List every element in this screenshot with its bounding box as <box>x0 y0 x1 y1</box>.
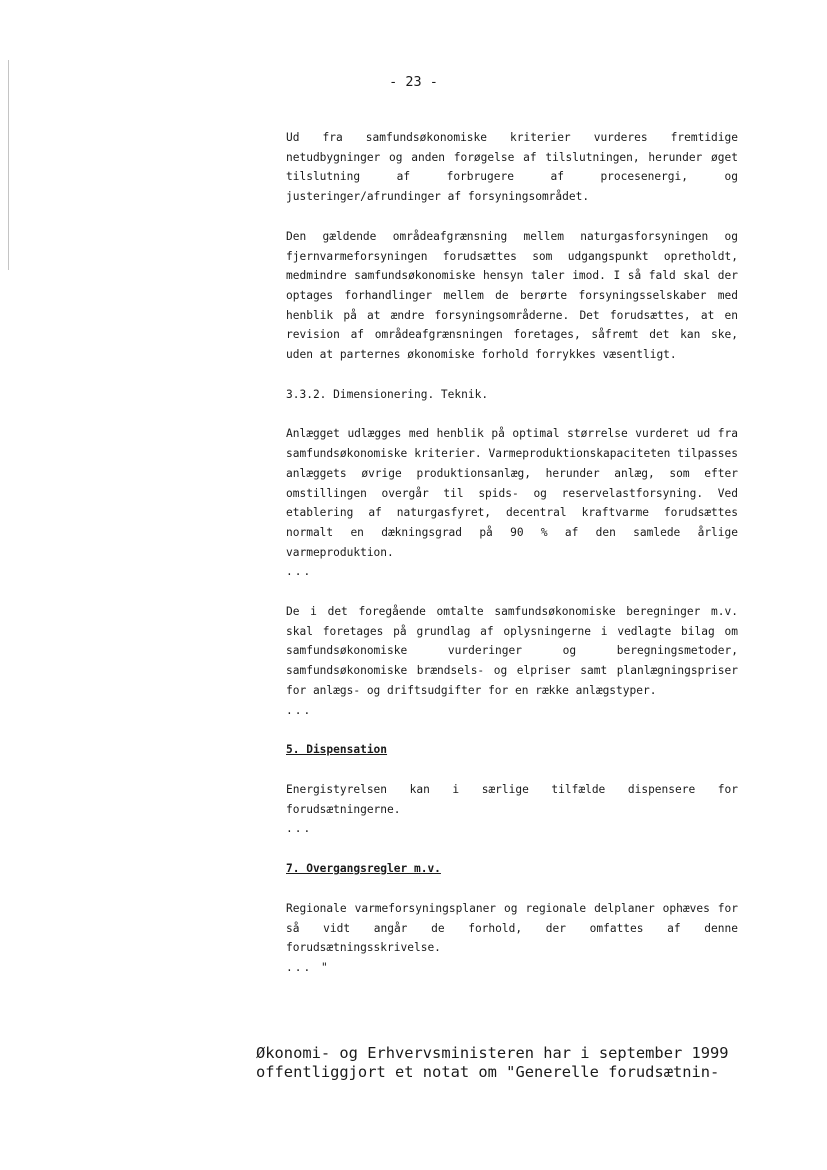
ellipsis: ... <box>286 822 313 836</box>
paragraph: Regionale varmeforsyningsplaner og regionale delplaner ophæves for så vidt angår de forhold, der omfattes af denne forudsætningsskrivelse. <box>286 901 738 955</box>
paragraph: Anlægget udlægges med henblik på optimal størrelse vurderet ud fra samfundsøkonomiske kriterier. Varmeproduktionskapaciteten tilpasses anlæggets øvrige produktionsanlæg, herunder anlæg, som efter omstillingen overgår til spids- og reservelastforsyning. Ved etablering af naturgasfyret, decentral kraftvarme forudsættes normalt en dækningsgrad på 90 % af den samlede årlige varmeproduktion. <box>286 427 738 559</box>
body-line: Økonomi- og Erhvervsministeren har i september 1999 <box>256 1044 729 1062</box>
scan-edge-line <box>8 60 9 270</box>
ellipsis: ... <box>286 703 313 717</box>
section-heading-dispensation: 5. Dispensation <box>286 743 388 757</box>
paragraph: Den gældende områdeafgrænsning mellem naturgasforsyningen og fjernvarmeforsyningen forudsættes som udgangspunkt opretholdt, medmindre samfundsøkonomiske hensyn taler imod. I så fald skal der optages forhandlinger mellem de berørte forsyningsselskaber med henblik på at ændre forsyningsområderne. Det forudsættes, at en revision af områdeafgrænsningen foretages, såfremt det kan ske, uden at parternes økonomiske forhold forrykkes væsentligt. <box>286 229 738 362</box>
ellipsis: ... " <box>286 960 330 974</box>
page-number: - 23 - <box>389 74 438 90</box>
paragraph: De i det foregående omtalte samfundsøkonomiske beregninger m.v. skal foretages på grundlag af oplysningerne i vedlagte bilag om samfundsøkonomiske vurderinger og beregningsmetoder, samfundsøkonomiske brændsels- og elpriser samt planlægningspriser for anlægs- og driftsudgifter for en række anlægstyper. <box>286 605 738 697</box>
quoted-section <box>286 128 738 998</box>
body-text <box>256 1044 776 1082</box>
paragraph: Ud fra samfundsøkonomiske kriterier vurderes fremtidige netudbygninger og anden forøgelse af tilslutningen, herunder øget tilslutning af forbrugere af procesenergi, og justeringer/afrundinger af forsyningsområdet. <box>286 131 738 204</box>
body-line: offentliggjort et notat om "Generelle forudsætnin- <box>256 1063 720 1081</box>
ellipsis: ... <box>286 565 313 579</box>
subsection-heading: 3.3.2. Dimensionering. Teknik. <box>286 387 489 401</box>
paragraph: Energistyrelsen kan i særlige tilfælde dispensere for forudsætningerne. <box>286 782 738 816</box>
section-heading-overgangsregler: 7. Overgangsregler m.v. <box>286 862 441 876</box>
